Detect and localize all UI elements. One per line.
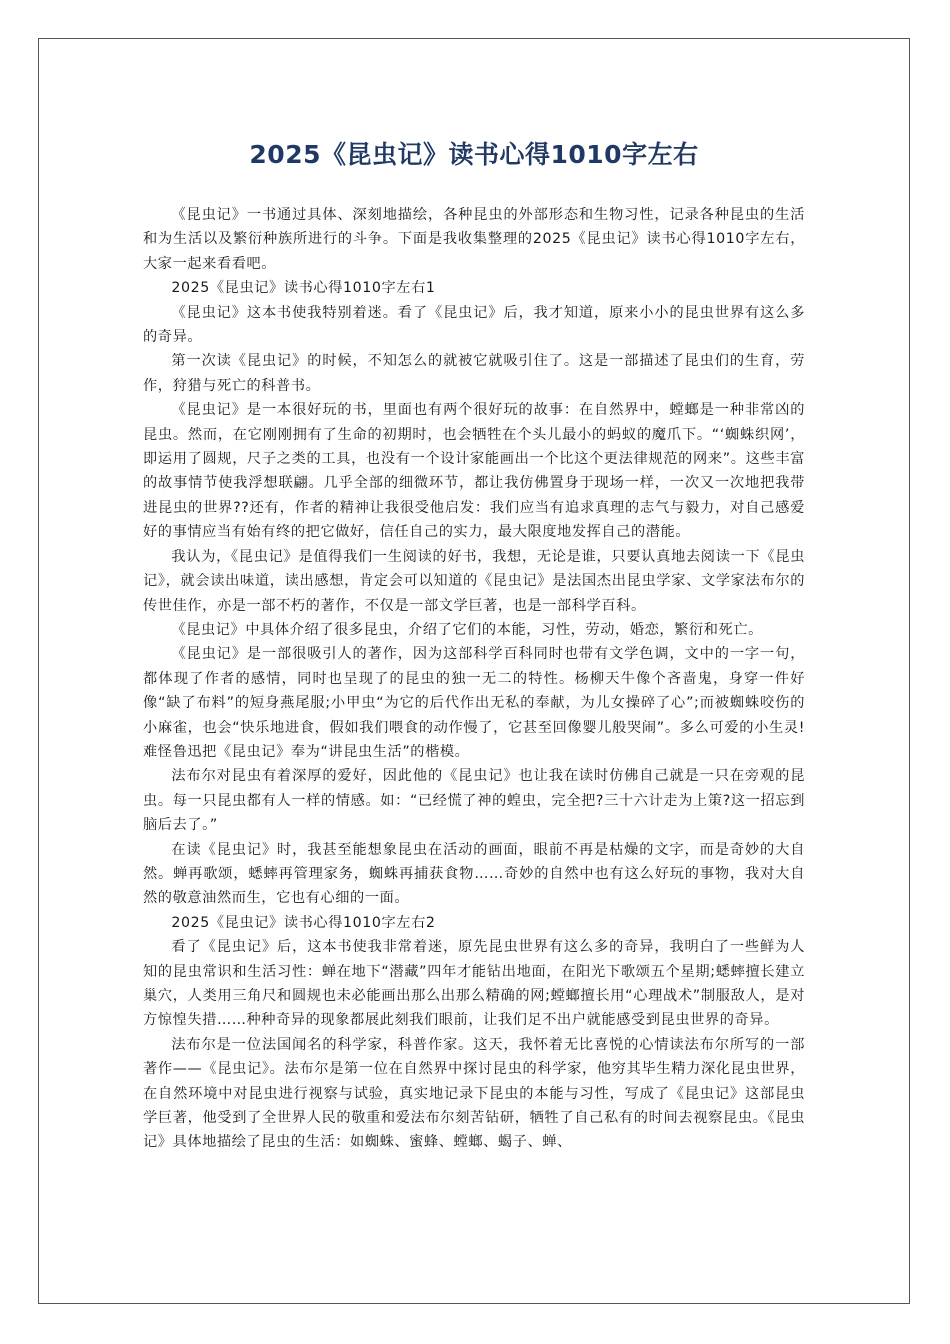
page-frame	[38, 38, 910, 1304]
paragraph: 我认为，《昆虫记》是值得我们一生阅读的好书，我想，无论是谁，只要认真地去阅读一下《昆虫记》，就会读出味道，读出感想，肯定会可以知道的《昆虫记》是法国杰出昆虫学家、文学家法布尔的传世佳作，亦是一部不朽的著作，不仅是一部文学巨著，也是一部科学百科。	[143, 548, 805, 614]
paragraph: 在读《昆虫记》时，我甚至能想象昆虫在活动的画面，眼前不再是枯燥的文字，而是奇妙的大自然。蝉再歌颂，蟋蟀再管理家务，蜘蛛再捕获食物……奇妙的自然中也有这么好玩的事物，我对大自然的敬意油然而生，它也有心细的一面。	[143, 841, 805, 907]
paragraph: 《昆虫记》中具体介绍了很多昆虫，介绍了它们的本能，习性，劳动，婚恋，繁衍和死亡。	[171, 621, 763, 638]
paragraph: 《昆虫记》这本书使我特别着迷。看了《昆虫记》后，我才知道，原来小小的昆虫世界有这么多的奇异。	[143, 304, 805, 346]
document-body	[143, 203, 805, 1155]
section-heading: 2025《昆虫记》读书心得1010字左右2	[171, 914, 436, 931]
paragraph: 法布尔对昆虫有着深厚的爱好，因此他的《昆虫记》也让我在读时仿佛自己就是一只在旁观的昆虫。每一只昆虫都有人一样的情感。如：“已经慌了神的蝗虫，完全把?三十六计走为上策?这一招忘到脑后去了。”	[143, 768, 805, 834]
section-heading: 2025《昆虫记》读书心得1010字左右1	[171, 280, 436, 297]
paragraph: 《昆虫记》是一部很吸引人的著作，因为这部科学百科同时也带有文学色调，文中的一字一句，都体现了作者的感情，同时也呈现了的昆虫的独一无二的特性。杨柳天牛像个吝啬鬼，身穿一件好像“缺了布料”的短身燕尾服;小甲虫“为它的后代作出无私的奉献，为儿女操碎了心”;而被蜘蛛咬伤的小麻雀，也会“快乐地进食，假如我们喂食的动作慢了，它甚至回像婴儿般哭闹”。多么可爱的小生灵!难怪鲁迅把《昆虫记》奉为“讲昆虫生活”的楷模。	[143, 646, 805, 760]
paragraph: 看了《昆虫记》后，这本书使我非常着迷，原先昆虫世界有这么多的奇异，我明白了一些鲜为人知的昆虫常识和生活习性：蝉在地下“潜藏”四年才能钻出地面，在阳光下歌颂五个星期;蟋蟀擅长建立巢穴，人类用三角尺和圆规也未必能画出那么出那么精确的网;螳螂擅长用“心理战术”制服敌人，是对方惊惶失措……种种奇异的现象都展此刻我们眼前，让我们足不出户就能感受到昆虫世界的奇异。	[143, 939, 805, 1029]
paragraph: 第一次读《昆虫记》的时候，不知怎么的就被它就吸引住了。这是一部描述了昆虫们的生育，劳作，狩猎与死亡的科普书。	[143, 353, 805, 394]
paragraph: 法布尔是一位法国闻名的科学家，科普作家。这天，我怀着无比喜悦的心情读法布尔所写的一部著作——《昆虫记》。法布尔是第一位在自然界中探讨昆虫的科学家，他穷其毕生精力深化昆虫世界，在自然环境中对昆虫进行视察与试验，真实地记录下昆虫的本能与习性，写成了《昆虫记》这部昆虫学巨著，他受到了全世界人民的敬重和爱法布尔刻苦钻研，牺牲了自己私有的时间去视察昆虫。《昆虫记》具体地描绘了昆虫的生活：如蜘蛛、蜜蜂、螳螂、蝎子、蝉、	[143, 1036, 805, 1151]
paragraph: 《昆虫记》是一本很好玩的书，里面也有两个很好玩的故事：在自然界中，螳螂是一种非常凶的昆虫。然而，在它刚刚拥有了生命的初期时，也会牺牲在个头儿最小的蚂蚁的魔爪下。“‘蜘蛛织网’，即运用了圆规，尺子之类的工具，也没有一个设计家能画出一个比这个更法律规范的网来”。这些丰富的故事情节使我浮想联翩。几乎全部的细微环节，都让我仿佛置身于现场一样，一次又一次地把我带进昆虫的世界??还有，作者的精神让我很受他启发：我们应当有追求真理的志气与毅力，对自己感爱好的事情应当有始有终的把它做好，信任自己的实力，最大限度地发挥自己的潜能。	[143, 402, 805, 541]
paragraph: 《昆虫记》一书通过具体、深刻地描绘，各种昆虫的外部形态和生物习性，记录各种昆虫的生活和为生活以及繁衍种族所进行的斗争。下面是我收集整理的2025《昆虫记》读书心得1010字左右，大家一起来看看吧。	[143, 207, 805, 272]
document-title: 2025《昆虫记》读书心得1010字左右	[249, 140, 699, 169]
